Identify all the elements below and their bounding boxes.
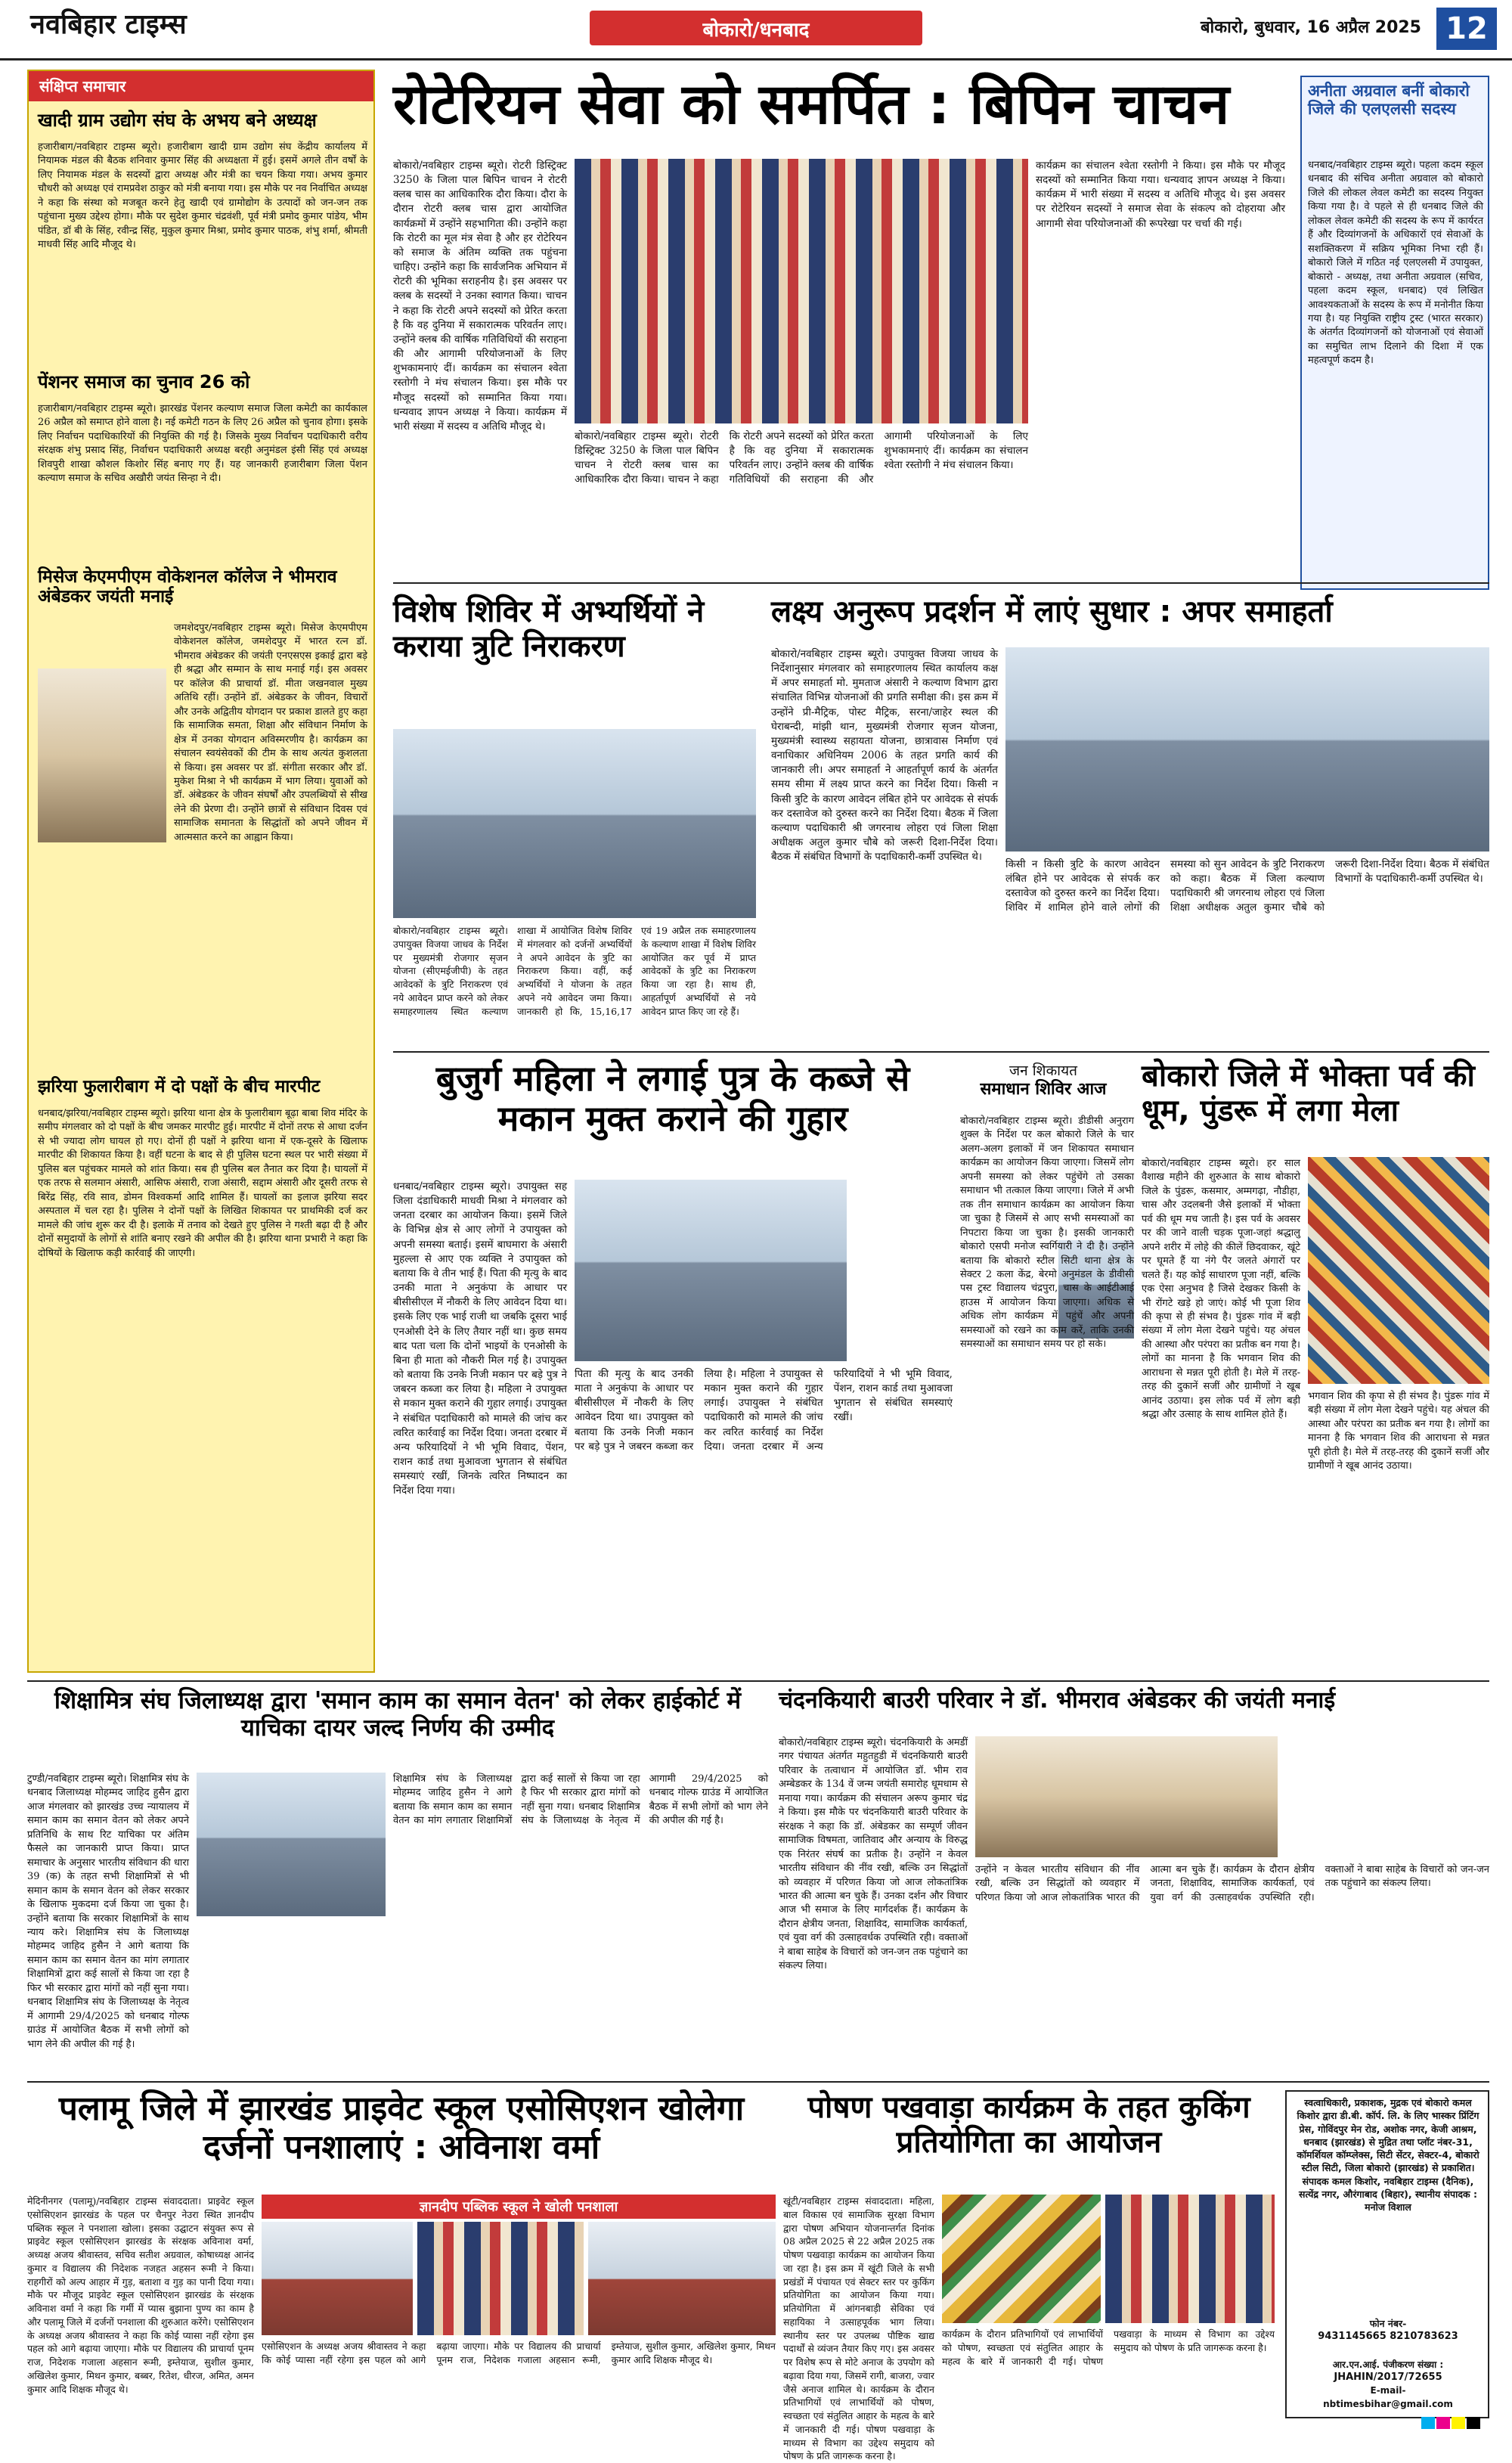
bhokta-body: बोकारो/नवबिहार टाइम्स ब्यूरो। हर साल वैशाख महीने की शुरुआत के साथ बोकारो जिले के पुंडरू, कसमार, अम्मगढ़ा, नौडीहा, चास और उदलबनी जैसे इलाकों में भोक्ता पर्व की धूम मच जाती है। इस पर्व के अवसर पर की जाने वाली चड़क पूजा-जहां श्रद्धालु अपने शरीर में लोहे की कीलें छिदवाकर, खूंटे पर घूमते हैं या नंगे पैर जलते अंगारों पर चलते हैं। यह कोई साधारण पूजा नहीं, बल्कि एक ऐसा अनुभव है जिसे देखकर किसी के भी रोंगटे खड़े हो जाएं। कोई भी पूजा शिव की कृपा से ही संभव है। पुंडरू गांव में बड़ी संख्या में लोग मेला देखने पहुंचे। यह अंचल की आस्था और परंपरा का प्रतीक बन गया है। लोगों का मानना है कि भगवान शिव की आराधना से मन्नत पूरी होती है। मेले में तरह-तरह की दुकानें सजीं और ग्रामीणों ने खूब आनंद उठाया। इस लोक पर्व में लोग बड़ी श्रद्धा और उत्साह के साथ शामिल होते हैं।: [1142, 1158, 1300, 1421]
imprint-box: [1285, 2090, 1489, 2418]
imprint-email[interactable]: nbtimesbihar@gmail.com: [1323, 2399, 1453, 2409]
brief-1-headline[interactable]: खादी ग्राम उद्योग संघ के अभय बने अध्यक्ष: [38, 110, 317, 131]
palamu-headline[interactable]: पलामू जिले में झारखंड प्राइवेट स्कूल एसोसिएशन खोलेगा दर्जनों पनशालाएं : अविनाश वर्मा: [58, 2089, 745, 2167]
shivir-headline[interactable]: विशेष शिविर में अभ्यर्थियों ने कराया त्रुटि निराकरण: [393, 594, 705, 664]
divider: [393, 582, 1489, 584]
brief-2-headline[interactable]: पेंशनर समाज का चुनाव 26 को: [38, 371, 250, 392]
anita-box: [1300, 76, 1489, 590]
palamu-body: मेदिनीनगर (पलामू)/नवबिहार टाइम्स संवाददाता। प्राइवेट स्कूल एसोसिएशन झारखंड के पहल पर चैनपुर नेउरा स्थित ज्ञानदीप पब्लिक स्कूल ने पनशाला खोला। इसका उद्घाटन संयुक्त रूप से प्राइवेट स्कूल एसोसिएशन झारखंड के संरक्षक अविनाश वर्मा, अध्यक्ष अजय श्रीवास्तव, सचिव सतीश अग्रवाल, कोषाध्यक्ष आनंद कुमार व विद्यालय की निदेशक नजहत अहसन रूमी ने किया। राहगीरों को अल्प आहार में गुड़, बताशा व गुड़ का पानी दिया गया। मौके पर मौजूद प्राइवेट स्कूल एसोसिएशन झारखंड के संरक्षक अविनाश वर्मा ने कहा कि गर्मी में प्यास बुझाना पुण्य का काम है और पलामू जिले में दर्जनों पनशाला की शुरुआत करेंगे। एसोसिएशन के अध्यक्ष अजय श्रीवास्तव ने कहा कि कोई प्यासा नहीं रहेगा इस पहल को आगे बढ़ाया जाएगा। मौके पर विद्यालय की प्राचार्या पूनम राज, निदेशक गजाला अहसान रूमी, इम्तेयाज, सुशील कुमार, अखिलेश कुमार, मिथन कुमार, बब्बर, रितेश, धीरज, अमित, अमन कुमार आदि शिक्षक मौजूद थे।: [27, 2195, 254, 2395]
lakshya-meeting-photo: [1005, 647, 1489, 852]
brief-2-body: हजारीबाग/नवबिहार टाइम्स ब्यूरो। झारखंड पेंशनर कल्याण समाज जिला कमेटी का कार्यकाल 26 अप्रैल को समाप्त होने वाला है। नई कमेटी गठन के लिए 26 अप्रैल को चुनाव होगा। इसके लिए निर्वाचन पदाधिकारियों की नियुक्ति की गई है। जिसके मुख्य निर्वाचन पदाधिकारी वरीय संरक्षक शंभु प्रसाद सिंह, निर्वाचन पदाधिकारी अध्यक्ष बरही अनुमंडल इंसी सिंह एवं अध्यक्ष शिवपुरी शाखा कौशल किशोर सिंह बनाए गए हैं। यह जानकारी हजारीबाग जिला पेंशन कल्याण समाज के सचिव अखौरी जयंत सिन्हा ने दी।: [38, 403, 367, 485]
chandan-headline[interactable]: चंदनकियारी बाउरी परिवार ने डॉ. भीमराव अंबेडकर की जयंती मनाई: [779, 1687, 1336, 1714]
briefs-header: [29, 71, 373, 101]
brief-4-body: धनबाद/झरिया/नवबिहार टाइम्स ब्यूरो। झरिया थाना क्षेत्र के फुलारीबाग बूढ़ा बाबा शिव मंदिर के समीप मंगलवार को दो पक्षों के बीच जमकर मारपीट हुई। मारपीट में दोनों तरफ से आधा दर्जन से भी ज्यादा लोग घायल हो गए। दोनों ही पक्षों ने झरिया थाना में एक-दूसरे के खिलाफ मारपीट की शिकायत किया है। वहीं घटना के बाद से ही पुलिस घटना स्थल पर भारी संख्या में पुलिस बल पहुंचकर मामले को शांत किया। सब ही पुलिस बल तैनात कर दिया है। घायलों में एक तरफ से सलमान अंसारी, आसिफ अंसारी, राजा अंसारी, सद्दाम अंसारी और दूसरी तरफ से बिरेंद्र सिंह, रवि साव, डोमन विश्वकर्मा आदि शामिल हैं। घायलों का इलाज झरिया सदर अस्पताल में चल रहा है। पुलिस ने दोनों पक्षों के लिखित शिकायत पर प्राथमिकी दर्ज कर मामले की जांच शुरू कर दी है। इलाके में तनाव को देखते हुए पुलिस ने गश्ती बढ़ा दी है और दोनों समुदायों के लोगों से शांति बनाए रखने की अपील की है। झरिया थाना प्रभारी ने कहा कि दोषियों के खिलाफ कड़ी कार्रवाई की जाएगी।: [38, 1108, 367, 1259]
panshala-photo-2: [417, 2222, 584, 2335]
panshala-photo-3: [588, 2222, 776, 2335]
masthead: [0, 0, 1512, 60]
section-label: बोकारो/धनबाद: [702, 19, 810, 42]
brief-3-body: जमशेदपुर/नवबिहार टाइम्स ब्यूरो। मिसेज केएमपीएम वोकेशनल कॉलेज, जमशेदपुर में भारत रत्न डॉ. भीमराव अंबेडकर की जयंती एनएसएस इकाई द्वारा बड़े ही श्रद्धा और सम्मान के साथ मनाई गई। इस अवसर पर कॉलेज की प्राचार्या डॉ. मीता जखनवाल मुख्य अतिथि रहीं। उन्होंने डॉ. अंबेडकर के जीवन, विचारों और उनके अद्वितीय योगदान पर प्रकाश डालते हुए कहा कि सामाजिक समता, शिक्षा और संविधान निर्माण के क्षेत्र में उनका योगदान अविस्मरणीय है। कार्यक्रम का संचालन स्वयंसेवकों की टीम के साथ अत्यंत कुशलता से किया। इस अवसर पर डॉ. संगीता सरकार और डॉ. मुकेश मिश्रा ने भी कार्यक्रम में भाग लिया। युवाओं को डॉ. अंबेडकर के जीवन संघर्षों और उपलब्धियों से सीख लेने की प्रेरणा दी। उन्होंने छात्रों से संविधान दिवस एवं सामाजिक समानता के सिद्धांतों को अपने जीवन में आत्मसात करने का आह्वान किया।: [174, 622, 367, 843]
palamu-photo-banner: [262, 2195, 776, 2219]
lakshya-headline[interactable]: लक्ष्य अनुरूप प्रदर्शन में लाएं सुधार : अपर समाहर्ता: [771, 594, 1333, 629]
bhokta-headline[interactable]: बोकारो जिले में भोक्ता पर्व की धूम, पुंडरू में लगा मेला: [1142, 1059, 1475, 1128]
bujurg-body: धनबाद/नवबिहार टाइम्स ब्यूरो। उपायुक्त सह जिला दंडाधिकारी माधवी मिश्रा ने मंगलवार को जनता दरबार का आयोजन किया। इसमें जिले के विभिन्न क्षेत्र से आए लोगों ने उपायुक्त को अपनी समस्या बताई। इसमें बाघमारा के अंसारी मुहल्ला से आए एक व्यक्ति ने उपायुक्त को बताया कि वे तीन भाई हैं। पिता की मृत्यु के बाद उनकी माता ने अनुकंपा के आधार पर बीसीसीएल में नौकरी के लिए आवेदन दिया था। इसके लिए एक भाई राजी था जबकि दूसरा भाई एनओसी देने के लिए तैयार नहीं था। कुछ समय बाद पता चला कि दोनों भाइयों के एनओसी के बिना ही माता को नौकरी मिल गई है। उपायुक्त को बताया कि उनके निजी मकान पर बड़े पुत्र ने जबरन कब्जा कर लिया है। महिला ने उपायुक्त से मकान मुक्त कराने की गुहार लगाई। उपायुक्त ने संबंधित पदाधिकारी को मामले की जांच कर त्वरित कार्रवाई का निर्देश दिया। जनता दरबार में अन्य फरियादियों ने भी भूमि विवाद, पेंशन, राशन कार्ड तथा मुआवजा भुगतान से संबंधित समस्याएं रखीं, जिनके त्वरित निष्पादन का निर्देश दिया गया।: [393, 1180, 567, 1497]
palamu-photo-banner-label: ज्ञानदीप पब्लिक स्कूल ने खोली पनशाला: [419, 2199, 618, 2215]
lakshya-body: बोकारो/नवबिहार टाइम्स ब्यूरो। उपायुक्त विजया जाधव के निर्देशानुसार मंगलवार को समाहरणालय स्थित कार्यालय कक्ष में अपर समाहर्ता मो. मुमताज अंसारी ने कल्याण विभाग द्वारा संचालित विभिन्न योजनाओं की प्रगति समीक्षा की। इस क्रम में उन्होंने प्री-मैट्रिक, पोस्ट मैट्रिक, सरना/जाहेर स्थल की घेराबन्दी, मांझी थान, मुख्यमंत्री रोजगार सृजन योजना, मुख्यमंत्री स्वास्थ्य सहायता योजना, छात्रावास निर्माण एवं वनाधिकार अधिनियम 2006 के तहत प्रगति कार्य की जानकारी ली। अपर समाहर्ता ने आहर्तापूर्ण कार्य के अंतर्गत समय सीमा में लक्ष्य प्राप्त करने का निर्देश दिया। किसी न किसी त्रुटि के कारण आवेदन लंबित होने पर आवेदक से संपर्क कर दस्तावेज को दुरुस्त करने का निर्देश दिया। बैठक में जिला कल्याण पदाधिकारी श्री जगरनाथ लोहरा एवं जिला शिक्षा अधीक्षक अतुल कुमार चौबे को जरूरी दिशा-निर्देश दिया। बैठक में संबंधित विभागों के पदाधिकारी-कर्मी उपस्थित थे।: [771, 648, 998, 864]
bujurg-headline[interactable]: बुजुर्ग महिला ने लगाई पुत्र के कब्जे से मकान मुक्त कराने की गुहार: [435, 1058, 910, 1139]
brief-1-body: हजारीबाग/नवबिहार टाइम्स ब्यूरो। हजारीबाग खादी ग्राम उद्योग संघ केंद्रीय कार्यालय में नियामक मंडल की बैठक शनिवार कुमार सिंह की अध्यक्षता में हुई। इसमें अगले तीन वर्षों के लिए नियामक मंडल के सदस्यों द्वारा अध्यक्ष और मंत्री का चयन किया गया। अभय कुमार चौधरी को अध्यक्ष एवं रामप्रवेश ठाकुर को मंत्री बनाया गया। इस मौके पर नव निर्वाचित अध्यक्ष ने कहा कि संस्था को मजबूत करने हेतु खादी एवं ग्रामोद्योग के उत्पादों को जन-जन तक पहुंचाना मुख्य उद्देश्य होगा। मौके पर सुदेश कुमार चंद्रवंशी, पूर्व मंत्री प्रमोद कुमार पांडेय, भीम पंडित, डॉ बी के सिंह, रवीन्द्र सिंह, मुकुल कुमार मिश्रा, प्रमोद कुमार पाठक, शंभु शर्मा, श्रीमती माधवी सिंह आदि मौजूद थे।: [38, 141, 367, 251]
magenta-swatch: [1436, 2417, 1450, 2429]
briefs-header-label: संक्षिप्त समाचार: [39, 77, 126, 95]
news-briefs-column: [27, 70, 375, 1673]
imprint-reg-no: JHAHIN/2017/72655: [1334, 2371, 1442, 2383]
chandan-body-cont: उन्होंने न केवल भारतीय संविधान की नींव रखी, बल्कि उन सिद्धांतों को व्यवहार में परिणत किया जो आज लोकतांत्रिक भारत की आत्मा बन चुके हैं। कार्यक्रम के दौरान क्षेत्रीय जनता, शिक्षाविद, सामाजिक कार्यकर्ता, एवं युवा वर्ग की उत्साहवर्धक उपस्थिति रही। वक्ताओं ने बाबा साहेब के विचारों को जन-जन तक पहुंचाने का संकल्प लिया।: [975, 1864, 1489, 1903]
shikshamitra-body-cont: शिक्षामित्र संघ के जिलाध्यक्ष मोहम्मद जाहिद हुसैन ने आगे बताया कि समान काम का समान वेतन का मांग लगातार शिक्षामित्रों द्वारा कई सालों से किया जा रहा है फिर भी सरकार द्वारा मांगों को नहीं सुना गया। धनबाद शिक्षामित्र संघ के जिलाध्यक्ष के नेतृत्व में आगामी 29/4/2025 को धनबाद गोल्फ ग्राउंड में आयोजित बैठक में सभी लोगों को भाग लेने की अपील की गई है।: [393, 1773, 768, 1827]
newspaper-logo[interactable]: नवबिहार टाइम्स: [30, 9, 187, 40]
rotary-headline[interactable]: रोटेरियन सेवा को समर्पित : बिपिन चाचन: [393, 72, 1230, 137]
imprint-rni: आर.एन.आई. पंजीकरण संख्या :: [1332, 2359, 1444, 2370]
divider: [27, 2081, 1489, 2083]
chandan-body: बोकारो/नवबिहार टाइम्स ब्यूरो। चंदनकियारी के अमडीं नगर पंचायत अंतर्गत महुतहुडी में चंदनकियारी बाउरी परिवार के तत्वाधान में आयोजित डॉ. भीम राव अम्बेडकर के 134 वें जन्म जयंती समारोह धूमधाम से मनाया गया। कार्यक्रम की संचालन अरूप कुमार चंद्र ने किया। इस मौके पर चंदनकियारी बाउरी परिवार के संरक्षक ने कहा कि डॉ. अंबेडकर का सम्पूर्ण जीवन सामाजिक विषमता, जातिवाद और अन्याय के विरुद्ध एक निरंतर संघर्ष का प्रतीक है। उन्होंने न केवल भारतीय संविधान की नींव रखी, बल्कि उन सिद्धांतों को व्यवहार में परिणत किया जो आज लोकतांत्रिक भारत की आत्मा बन चुके हैं। उनका दर्शन और विचार आज भी समाज के लिए मार्गदर्शक हैं। कार्यक्रम के दौरान क्षेत्रीय जनता, शिक्षाविद, सामाजिक कार्यकर्ता, एवं युवा वर्ग की उत्साहवर्धक उपस्थिति रही। वक्ताओं ने बाबा साहेब के विचारों को जन-जन तक पहुंचाने का संकल्प लिया।: [779, 1737, 968, 1972]
dateline: बोकारो, बुधवार, 16 अप्रैल 2025: [1200, 18, 1421, 37]
cooking-contest-photo-2: [1105, 2195, 1275, 2323]
palamu-body-cont: एसोसिएशन के अध्यक्ष अजय श्रीवास्तव ने कहा कि कोई प्यासा नहीं रहेगा इस पहल को आगे बढ़ाया जाएगा। मौके पर विद्यालय की प्राचार्या पूनम राज, निदेशक गजाला अहसान रूमी, इम्तेयाज, सुशील कुमार, अखिलेश कुमार, मिथन कुमार आदि शिक्षक मौजूद थे।: [262, 2340, 776, 2365]
janata-darbar-photo: [575, 1180, 847, 1361]
cooking-contest-photo-1: [942, 2195, 1101, 2323]
rotary-body-cont: बोकारो/नवबिहार टाइम्स ब्यूरो। रोटरी डिस्ट्रिक्ट 3250 के जिला पाल बिपिन चाचन ने रोटरी क्लब चास का आधिकारिक दौरा किया। चाचन ने कहा कि रोटरी अपने सदस्यों को प्रेरित करता है कि वह दुनिया में सकारात्मक परिवर्तन लाए। उन्होंने क्लब की वार्षिक गतिविधियों की सराहना की और आगामी परियोजनाओं के लिए शुभकामनाएं दीं। कार्यक्रम का संचालन श्वेता रस्तोगी ने मंच संचालन किया।: [575, 430, 1028, 486]
lakshya-body-cont: किसी न किसी त्रुटि के कारण आवेदन लंबित होने पर आवेदक से संपर्क कर दस्तावेज को दुरुस्त करने का निर्देश दिया। शिविर में शामिल होने वाले लोगों की समस्या को सुन आवेदन के त्रुटि निराकरण को कहा। बैठक में जिला कल्याण पदाधिकारी श्री जगरनाथ लोहरा एवं जिला शिक्षा अधीक्षक अतुल कुमार चौबे को जरूरी दिशा-निर्देश दिया। बैठक में संबंधित विभागों के पदाधिकारी-कर्मी उपस्थित थे।: [1005, 858, 1489, 914]
imprint-phones: 9431145665 8210783623: [1318, 2331, 1458, 2342]
cyan-swatch: [1421, 2417, 1435, 2429]
black-swatch: [1467, 2417, 1480, 2429]
imprint-text: स्वत्वाधिकारी, प्रकाशक, मुद्रक एवं बोकारो कमल किशोर द्वारा डी.बी. कॉर्प. लि. के लिए भास्कर प्रिंटिंग प्रेस, गोविंदपुर मेन रोड, अशोक नगर, केजी आश्रम, धनबाद (झारखंड) से मुद्रित तथा प्लॉट नंबर-31, कॉमर्शियल कॉम्प्लेक्स, सिटी सेंटर, सेक्टर-4, बोकारो स्टील सिटी, जिला बोकारो (झारखंड) से प्रकाशित। संपादक कमल किशोर, नवबिहार टाइम्स (दैनिक), सत्येंद्र नगर, औरंगाबाद (बिहार), स्थानीय संपादक : मनोज विशाल: [1297, 2097, 1479, 2213]
panshala-photo-1: [262, 2222, 413, 2335]
ambedkar-event-photo: [975, 1736, 1278, 1857]
jan-shikayat-kicker: जन शिकायत: [1009, 1062, 1077, 1079]
shikshamitra-body: टुण्डी/नवबिहार टाइम्स ब्यूरो। शिक्षामित्र संघ के धनबाद जिलाध्यक्ष मोहम्मद जाहिद हुसैन द्वारा आज मंगलवार को झारखंड उच्च न्यायालय में समान काम का समान वेतन को लेकर अपने प्रतिनिधि के साथ रिट याचिका पर अंतिम फैसले का जानकारी प्राप्त किया। प्राप्त समाचार के अनुसार भारतीय संविधान की धारा 39 (क) के तहत सभी शिक्षामित्रों से भी समान काम के समान वेतन को लेकर सरकार के खिलाफ मुकदमा दर्ज किया जा चुका है। उन्होंने बताया कि सरकार शिक्षामित्रों के साथ न्याय करे। शिक्षामित्र संघ के जिलाध्यक्ष मोहम्मद जाहिद हुसैन ने आगे बताया कि समान काम का समान वेतन का मांग लगातार शिक्षामित्रों द्वारा कई सालों से किया जा रहा है फिर भी सरकार द्वारा मांगों को नहीं सुना गया। धनबाद शिक्षामित्र संघ के जिलाध्यक्ष के नेतृत्व में आगामी 29/4/2025 को धनबाद गोल्फ ग्राउंड में आयोजित बैठक में सभी लोगों को भाग लेने की अपील की गई है।: [27, 1773, 189, 2050]
rotary-body-right: कार्यक्रम का संचालन श्वेता रस्तोगी ने किया। इस मौके पर मौजूद सदस्यों को सम्मानित किया गया। धन्यवाद ज्ञापन अध्यक्ष ने किया। कार्यक्रम में भारी संख्या में सदस्य व अतिथि मौजूद थे। इस अवसर पर रोटेरियन सदस्यों ने समाज सेवा के संकल्प को दोहराया और आगामी सेवा परियोजनाओं की रूपरेखा पर चर्चा की गई।: [1036, 160, 1285, 230]
imprint-phone-label: फोन नंबर-: [1369, 2318, 1407, 2329]
poshan-body-cont: कार्यक्रम के दौरान प्रतिभागियों एवं लाभार्थियों को पोषण, स्वच्छता एवं संतुलित आहार के महत्व के बारे में जानकारी दी गई। पोषण पखवाड़ा के माध्यम से विभाग का उद्देश्य समुदाय को पोषण के प्रति जागरूक करना है।: [942, 2328, 1275, 2367]
imprint-email-label: E-mail-: [1370, 2385, 1406, 2396]
shivir-photo: [393, 729, 756, 918]
registration-marks: [1421, 2417, 1482, 2429]
brief-4-headline[interactable]: झरिया फुलारीबाग में दो पक्षों के बीच मारपीट: [38, 1077, 321, 1097]
poshan-body: खूंटी/नवबिहार टाइम्स संवाददाता। महिला, बाल विकास एवं सामाजिक सुरक्षा विभाग द्वारा पोषण अभियान योजनान्तर्गत दिनांक 08 अप्रैल 2025 से 22 अप्रैल 2025 तक पोषण पखवाड़ा कार्यक्रम का आयोजन किया जा रहा है। इस क्रम में खूंटी जिले के सभी प्रखंडों में पंचायत एवं सेक्टर स्तर पर कुकिंग प्रतियोगिता का आयोजन किया गया। प्रतियोगिता में आंगनबाड़ी सेविका एवं सहायिका ने उत्साहपूर्वक भाग लिया। स्थानीय स्तर पर उपलब्ध पौष्टिक खाद्य पदार्थों से व्यंजन तैयार किए गए। इस अवसर पर विशेष रूप से मोटे अनाज के उपयोग को बढ़ावा दिया गया, जिसमें रागी, बाजरा, ज्वार जैसे अनाज शामिल थे। कार्यक्रम के दौरान प्रतिभागियों एवं लाभार्थियों को पोषण, स्वच्छता एवं संतुलित आहार के महत्व के बारे में जानकारी दी गई। पोषण पखवाड़ा के माध्यम से विभाग का उद्देश्य समुदाय को पोषण के प्रति जागरूक करना है।: [783, 2195, 934, 2462]
divider: [393, 1051, 1489, 1053]
anita-headline[interactable]: अनीता अग्रवाल बनीं बोकारो जिले की एलएलसी सदस्य: [1308, 82, 1470, 119]
bujurg-body-cont: पिता की मृत्यु के बाद उनकी माता ने अनुकंपा के आधार पर बीसीसीएल में नौकरी के लिए आवेदन दिया था। उपायुक्त को बताया कि उनके निजी मकान पर बड़े पुत्र ने जबरन कब्जा कर लिया है। महिला ने उपायुक्त से मकान मुक्त कराने की गुहार लगाई। उपायुक्त ने संबंधित पदाधिकारी को मामले की जांच कर त्वरित कार्रवाई का निर्देश दिया। जनता दरबार में अन्य फरियादियों ने भी भूमि विवाद, पेंशन, राशन कार्ड तथा मुआवजा भुगतान से संबंधित समस्याएं रखीं।: [575, 1368, 953, 1453]
bhokta-body-cont: भगवान शिव की कृपा से ही संभव है। पुंडरू गांव में बड़ी संख्या में लोग मेला देखने पहुंचे। यह अंचल की आस्था और परंपरा का प्रतीक बन गया है। लोगों का मानना है कि भगवान शिव की आराधना से मन्नत पूरी होती है। मेले में तरह-तरह की दुकानें सजीं और ग्रामीणों ने खूब आनंद उठाया।: [1308, 1391, 1489, 1472]
section-banner[interactable]: [590, 11, 922, 45]
jan-shikayat-headline[interactable]: समाधान शिविर आज: [980, 1080, 1107, 1099]
shivir-body: बोकारो/नवबिहार टाइम्स ब्यूरो। उपायुक्त विजया जाधव के निर्देश पर मुख्यमंत्री रोजगार सृजन योजना (सीएमईजीपी) के तहत आवेदकों के त्रुटि निराकरण एवं नये आवेदन प्राप्त करने को लेकर समाहरणालय स्थित कल्याण शाखा में आयोजित विशेष शिविर में मंगलवार को दर्जनों अभ्यर्थियों ने अपने आवेदन के त्रुटि का निराकरण किया। वहीं, कई अभ्यर्थियों ने योजना के तहत अपने नये आवेदन जमा किया। जानकारी हो कि, 15,16,17 एवं 19 अप्रैल तक समाहरणालय के कल्याण शाखा में विशेष शिविर आयोजित कर पूर्व में प्राप्त आवेदकों के त्रुटि का निराकरण किया जा रहा है। साथ ही, आहर्तापूर्ण अभ्यर्थियों से नये आवेदन प्राप्त किए जा रहे हैं।: [393, 925, 756, 1017]
anita-body: धनबाद/नवबिहार टाइम्स ब्यूरो। पहला कदम स्कूल धनबाद की संचिव अनीता अग्रवाल को बोकारो जिले की लोकल लेवल कमेटी का सदस्य नियुक्त किया गया है। वे पहले से ही धनबाद जिले की लोकल लेवल कमेटी की सदस्य के रूप में कार्यरत हैं और दिव्यांगजनों के अधिकारों एवं सेवाओं के सशक्तिकरण में सक्रिय भूमिका निभा रही हैं। बोकारो जिले में गठित नई एलएलसी में उपायुक्त, बोकारो - अध्यक्ष, तथा अनीता अग्रवाल (सचिव, पहला कदम स्कूल, धनबाद) एवं लिखित आवश्यकताओं के सदस्य के रूप में मनोनीत किया गया है। यह नियुक्ति राष्ट्रीय ट्रस्ट (भारत सरकार) के अंतर्गत दिव्यांगजनों को योजनाओं एवं सेवाओं का समुचित लाभ दिलाने की दिशा में एक महत्वपूर्ण कदम है।: [1308, 160, 1483, 367]
jan-shikayat-body: बोकारो/नवबिहार टाइम्स ब्यूरो। डीडीसी अनुराग शुक्ल के निर्देश पर कल बोकारो जिले के चार अलग-अलग इलाकों में जन शिकायत समाधान कार्यक्रम का आयोजन किया जाएगा। जिसमें लोग अपनी समस्या को लेकर पहुंचेंगे तो उसका समाधान भी तत्काल किया जाएगा। जिले में अभी तक तीन समाधान कार्यक्रम का आयोजन किया जा चुका है जिसमें से आए सभी समस्याओं का निपटारा किया जा चुका है। इसकी जानकारी बोकारो एसपी मनोज स्वर्गियारी ने दी है। उन्होंने बताया कि बोकारो स्टील सिटी थाना क्षेत्र के सेक्टर 2 कला केंद्र, बेरमो अनुमंडल के डीवीसी पस ट्रस्ट विद्यालय चंद्रपुरा, चास के आईटीआई हाउस में आयोजन किया जाएगा। अधिक से अधिक लोग कार्यक्रम में पहुंचें और अपनी समस्याओं को रखने का काम करें, ताकि उनकी समस्याओं का समाधान समय पर हो सके।: [960, 1115, 1134, 1351]
poshan-headline[interactable]: पोषण पखवाड़ा कार्यक्रम के तहत कुकिंग प्रतियोगिता का आयोजन: [807, 2090, 1250, 2160]
yellow-swatch: [1452, 2417, 1465, 2429]
rotary-body: बोकारो/नवबिहार टाइम्स ब्यूरो। रोटरी डिस्ट्रिक्ट 3250 के जिला पाल बिपिन चाचन ने रोटरी क्लब चास का आधिकारिक दौरा किया। दौरा के दौरान रोटरी क्लब चास द्वारा आयोजित कार्यक्रमों में उन्होंने सहभागिता की। उन्होंने कहा कि रोटरी का मूल मंत्र सेवा है और हर रोटेरियन को समाज के अंतिम व्यक्ति तक पहुंचना चाहिए। उन्होंने कहा कि सार्वजनिक अभियान में रोटरी की भूमिका सराहनीय है। इस अवसर पर क्लब के सदस्यों ने उनका स्वागत किया। चाचन ने कहा कि रोटरी अपने सदस्यों को प्रेरित करता है कि वह दुनिया में सकारात्मक परिवर्तन लाए। उन्होंने क्लब की वार्षिक गतिविधियों की सराहना की और आगामी परियोजनाओं के लिए शुभकामनाएं दीं। कार्यक्रम का संचालन श्वेता रस्तोगी ने मंच संचालन किया। इस मौके पर मौजूद सदस्यों को सम्मानित किया गया। धन्यवाद ज्ञापन अध्यक्ष ने किया। कार्यक्रम में भारी संख्या में सदस्य व अतिथि मौजूद थे।: [393, 160, 567, 433]
divider: [27, 1680, 1489, 1682]
shikshamitra-photo: [197, 1773, 386, 1916]
brief-3-headline[interactable]: मिसेज केएमपीएम वोकेशनल कॉलेज ने भीमराव अंबेडकर जयंती मनाई: [38, 567, 337, 607]
bhokta-fair-photo: [1308, 1157, 1489, 1384]
page-number: 12: [1436, 8, 1497, 50]
shikshamitra-headline[interactable]: शिक्षामित्र संघ जिलाध्यक्ष द्वारा 'समान काम का समान वेतन' को लेकर हाईकोर्ट में याचिका दायर जल्द निर्णय की उम्मीद: [54, 1687, 742, 1742]
rotary-group-photo: [575, 159, 1028, 423]
